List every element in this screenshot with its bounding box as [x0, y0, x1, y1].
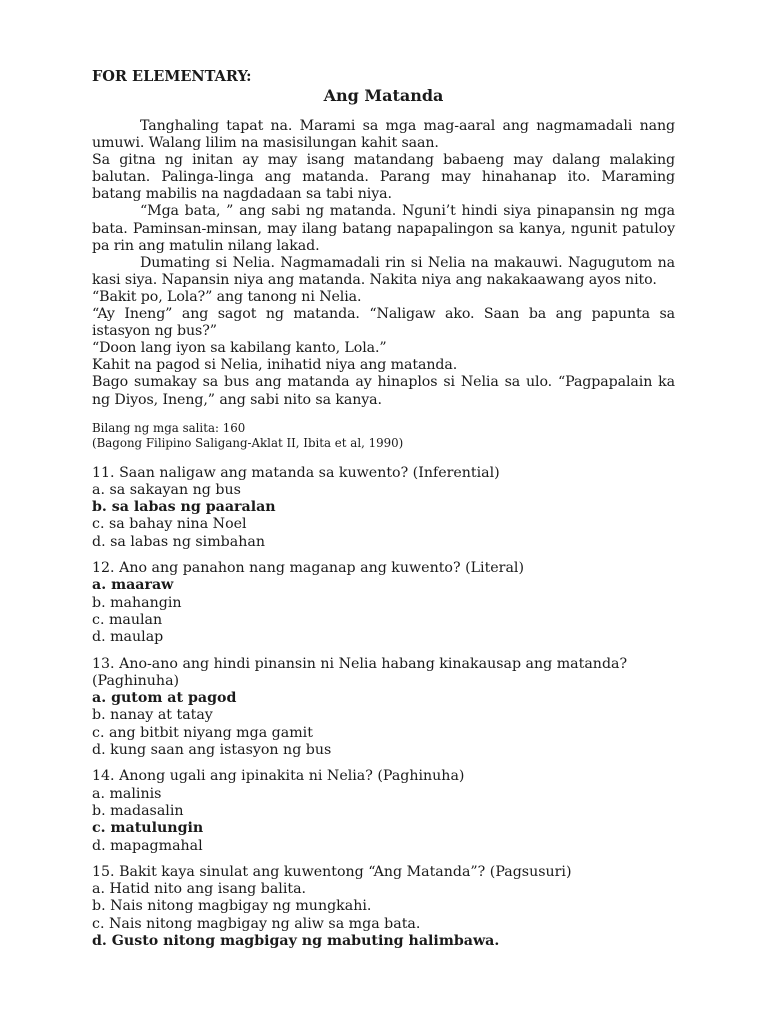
question-stem: 12. Ano ang panahon nang maganap ang kuwento? (Literal) — [92, 560, 524, 577]
story-paragraph: Kahit na pagod si Nelia, inihatid niya ang matanda. — [92, 357, 458, 374]
answer-option: c. matulungin — [92, 820, 204, 837]
question-item — [92, 864, 675, 950]
answer-option: c. Nais nitong magbigay ng aliw sa mga bata. — [92, 915, 421, 932]
answer-option: a. sa sakayan ng bus — [92, 481, 241, 498]
answer-option: b. sa labas ng paaralan — [92, 499, 276, 516]
answer-option: b. nanay at tatay — [92, 707, 213, 724]
question-item — [92, 768, 675, 854]
answer-option: a. gutom at pagod — [92, 690, 237, 707]
section-label: FOR ELEMENTARY: — [92, 68, 252, 85]
story-title: Ang Matanda — [323, 86, 444, 105]
answer-option: d. mapagmahal — [92, 837, 203, 854]
source-citation: (Bagong Filipino Saligang-Aklat II, Ibita et al, 1990) — [92, 435, 404, 450]
question-item — [92, 465, 675, 551]
story-paragraph: Bago sumakay sa bus ang matanda ay hinaplos si Nelia sa ulo. “Pagpapalain ka ng Diyos, Ineng,” ang sabi nito sa kanya. — [92, 374, 675, 408]
question-stem: 15. Bakit kaya sinulat ang kuwentong “Ang Matanda”? (Pagsusuri) — [92, 863, 572, 880]
question-item — [92, 560, 675, 646]
word-count: Bilang ng mga salita: 160 — [92, 420, 246, 435]
story-paragraph: “Bakit po, Lola?” ang tanong ni Nelia. — [92, 288, 362, 305]
answer-option: d. sa labas ng simbahan — [92, 533, 265, 550]
question-item — [92, 656, 675, 760]
story-paragraph: “Doon lang iyon sa kabilang kanto, Lola.” — [92, 340, 387, 357]
question-stem: 13. Ano-ano ang hindi pinansin ni Nelia habang kinakausap ang matanda? (Paghinuha) — [92, 655, 628, 689]
story-paragraph: Dumating si Nelia. Nagmamadali rin si Nelia na makauwi. Nagugutom na kasi siya. Napansin niya ang matanda. Nakita niya ang nakakaawang ayos nito. — [92, 254, 675, 288]
answer-option: b. mahangin — [92, 594, 182, 611]
answer-option: a. Hatid nito ang isang balita. — [92, 881, 307, 898]
answer-option: b. madasalin — [92, 802, 184, 819]
story-meta — [92, 421, 675, 451]
answer-option: c. sa bahay nina Noel — [92, 516, 247, 533]
question-stem: 14. Anong ugali ang ipinakita ni Nelia? (Paghinuha) — [92, 768, 465, 785]
answer-option: c. ang bitbit niyang mga gamit — [92, 724, 313, 741]
answer-option: a. maaraw — [92, 577, 174, 594]
story-paragraph: Sa gitna ng initan ay may isang matandang babaeng may dalang malaking balutan. Palinga-linga ang matanda. Parang may hinahanap ito. Maraming batang mabilis na nagdadaan sa tabi niya. — [92, 152, 675, 203]
story-paragraph: “Ay Ineng” ang sagot ng matanda. “Naligaw ako. Saan ba ang papunta sa istasyon ng bus?” — [92, 306, 675, 340]
story-paragraph: Tanghaling tapat na. Marami sa mga mag-aaral ang nagmamadali nang umuwi. Walang lilim na masisilungan kahit saan. — [92, 118, 675, 152]
answer-option: d. kung saan ang istasyon ng bus — [92, 742, 332, 759]
answer-option: d. maulap — [92, 629, 164, 646]
question-stem: 11. Saan naligaw ang matanda sa kuwento? (Inferential) — [92, 464, 500, 481]
answer-option: d. Gusto nitong magbigay ng mabuting halimbawa. — [92, 933, 500, 950]
story-body — [92, 118, 675, 409]
answer-option: a. malinis — [92, 785, 162, 802]
question-list — [92, 465, 675, 951]
story-paragraph: “Mga bata, ” ang sabi ng matanda. Nguni’t hindi siya pinapansin ng mga bata. Paminsan-minsan, may ilang batang napapalingon sa kanya, ngunit patuloy pa rin ang matulin nilang lakad. — [92, 203, 675, 254]
answer-option: b. Nais nitong magbigay ng mungkahi. — [92, 898, 372, 915]
answer-option: c. maulan — [92, 611, 163, 628]
